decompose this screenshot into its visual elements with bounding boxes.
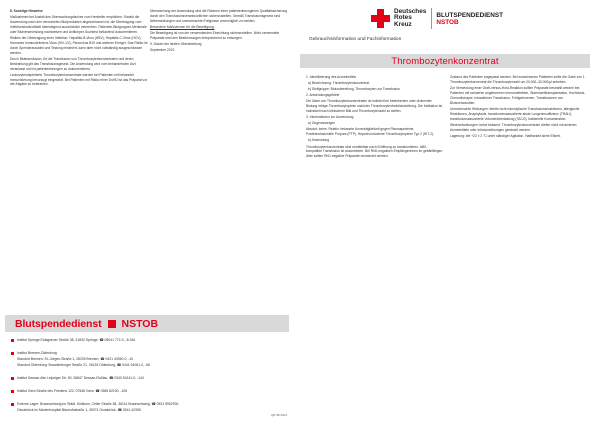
heading: 8. Sonstige Hinweise [10, 9, 43, 13]
paragraph: a) Bezeichnung: Thrombozytenkonzentrat [308, 81, 370, 86]
bullet-icon [11, 377, 14, 380]
red-cross-icon [371, 9, 390, 28]
institute-item: Externe Lager: Braunschweig Im Städt. Klinikum, Celler Straße 38, 38114 Braunschweig, ☎ 0531 5952930 [11, 402, 178, 407]
paragraph: Wechselwirkungen: keine bekannt. Thrombozytenkonzentrate dürfen nicht mit anderen Arzneimitteln oder Infusionslösungen gemischt werden. [450, 122, 577, 132]
logo-service: BLUTSPENDEDIENST NSTOB [436, 11, 504, 26]
paragraph: 9. Datum der letzten Überarbeitung [150, 42, 202, 46]
banner-title: Blutspendedienst [15, 317, 102, 330]
blutspendedienst-banner [5, 315, 289, 332]
section-dosage [450, 75, 587, 411]
heading: 3. Informationen zur Anwendung [306, 115, 354, 120]
paragraph: Die Gabe von Thrombozytenkonzentraten ist indiziert bei bestehender oder drohender Blutung infolge Thrombozytopenie und/oder Thrombozytenfunktionsstörung. Die Indikation ist individuell nach klinischem Bild und Thrombozytenzahl zu stellen. [306, 99, 443, 114]
paragraph: b) Anwendung [308, 138, 330, 143]
paragraph: Überwachung der Anwendung sind die Rahmen einer patientenbezogenen Qualitätssicherung durch den Transfusionsverantwortlichen sicherzustellen. Gemäß Transfusionsgesetz sind Nebenwirkungen und unerwünschte Ereignisse unverzüglich zu melden. [150, 9, 288, 23]
institute-item: Institut Gera Straße des Friedens 122, 07548 Gera, ☎ 0365 82100, -105 [11, 389, 127, 394]
section-monitoring [150, 9, 288, 161]
drk-logo [371, 8, 503, 29]
paragraph: Maßnahmen bei Ausfall des Überwachungsfaches vom Hersteller empfohlen: Sobald die Anwendung nach den verordneten Blutprodukten abgeschlossen ist, die Übertragung vom Infektionskontrollblatt überwiegend ausdrücklich vermerken. Patienten-Blutgruppen-Merkmale oder Blutverwechslung nachweisen und Antikörper-Suchtest fortlaufend dokumentieren. [10, 15, 147, 34]
paragraph: Risiken der Übertragung einer Infektion: Hepatitis-B-Virus (HBV), Hepatitis-C-Virus (HCV), Humanes Immundefizienz-Virus (HIV-1/2), Parvovirus B19 und weiterer Erreger. Das Risiko ist durch Spenderauswahl und Testung minimiert, kann aber nicht vollständig ausgeschlossen werden. [10, 35, 148, 55]
document-code: Qtb: Bb 03/21 [271, 414, 288, 417]
title-bar [300, 54, 590, 68]
section-other-notes [10, 9, 148, 255]
heading: Besondere Maßnahmen für die Beseitigung: [150, 24, 215, 29]
bullet-icon [11, 339, 14, 342]
paragraph: Thrombozytenkonzentrate sind unmittelbar nach Eröffnung zu transfundieren. AB0-kompatible Transfusion ist anzustreben. Bei RhD-negativen Empfängerinnen im gebärfähigen Alter sollten RhD-negative Präparate verwendet werden. [306, 144, 443, 159]
paragraph: a) Gegenanzeigen [308, 121, 336, 126]
paragraph: Absolut: keine. Relativ: bekannte Unverträglichkeit gegen Plasmaproteine, Posttransfusionelle Purpura (PTP), Heparin-induzierte Thrombozytopenie Typ 2 (HIT-2). [306, 127, 434, 137]
paragraph: b) Stoffgruppe: Blutzubereitung, Thrombozyten zur Transfusion [308, 87, 400, 92]
logo-divider [431, 8, 432, 29]
bullet-icon [11, 390, 14, 393]
heading: 1. Identifizierung des Arzneimittels [306, 75, 357, 79]
paragraph: Unerwünschte Wirkungen: febrile nicht-hämolytische Transfusionsreaktionen, allergische Reaktionen, Anaphylaxie, transfusionsassoziierte akute Lungeninsuffizienz (TRALI), transfusionsassoziierte Volumenüberlastung (TACO), bakterielle Kontamination. [450, 106, 580, 121]
document-title: Thrombozytenkonzentrat [391, 55, 499, 67]
paragraph: Lagerung: bei +22 ± 2 °C unter ständiger Agitation. Haltbarkeit siehe Etikett. [450, 133, 561, 138]
institute-item: Institut Dessau Alte Leipziger Str. 50, 06847 Dessau-Roßlau, ☎ 0340 54141-0, -144 [11, 376, 144, 381]
paragraph: Die Beseitigung ist von der verwendenden Einrichtung sicherzustellen. Nicht verwendete Präparate sind den Bestimmungen entsprechend zu entsorgen. [150, 31, 280, 40]
revision-date: September 2021 [150, 48, 175, 53]
paragraph: Zustand des Patienten angepasst werden. Bei erwachsenen Patienten sollte die Gabe von 1 Thrombozytenkonzentrat die Thrombozytenzahl um 20.000–30.000/µl anheben. [450, 75, 585, 84]
institute-item: Standort Bremen: St.-Jürgen-Straße 1, 28205 Bremen, ☎ 0421 43940-0, -10 [17, 357, 134, 361]
institute-item: Osnabrück im Marienhospital Bischofsstraße 1, 49074 Osnabrück, ☎ 0541 42355 [17, 408, 141, 412]
paragraph: Leukozytendepletierte Thrombozytenkonzentrate werden bei Patienten mit bekannter Immunisierung bevorzugt eingesetzt. Bei Patienten mit Risiko einer GvHD ist das Präparat vor der Abgabe zu bestrahlen. [10, 72, 148, 87]
paragraph: Durch Bluttransfusion, für die Transfusion von Thrombozytenkonzentraten und deren Bestrahlung gilt das Transfusionsgesetz. Die Anwendung wird vom behandelnden Arzt veranlasst und ist patientenbezogen zu dokumentieren. [10, 56, 136, 71]
red-square-icon [108, 320, 116, 328]
paragraph: Zur Vermeidung einer Graft-versus-Host-Reaktion sollten Präparate bestrahlt werden bei: Patienten mit schweren angeborenen Immundefekten, Stammzelltransplantation, Hochdosis-Chemotherapie, intrauteriner Transfusion, Frühgeborenen, Transfusionen von Blutsverwandten. [450, 86, 586, 105]
heading: 2. Anwendungsgebiete [306, 93, 340, 98]
document-subtitle: Gebrauchsinformation und Fachinformation [309, 37, 402, 42]
institute-item: Standort Oldenburg: Brandenburger Straße 21, 26133 Oldenburg, ☎ 0441 94061-0, -66 [17, 363, 150, 367]
logo-wordmark: Deutsches Rotes Kreuz [394, 7, 427, 28]
bullet-icon [11, 352, 14, 355]
institute-item: Institut Bremen-Oldenburg [11, 351, 57, 356]
institute-item: Institut Springe Eldagsener Straße 38, 31832 Springe, ☎ 05041 772-0, -8-334 [11, 338, 135, 343]
banner-region: NSTOB [121, 317, 159, 330]
section-identification [306, 75, 443, 411]
bullet-icon [11, 403, 14, 406]
